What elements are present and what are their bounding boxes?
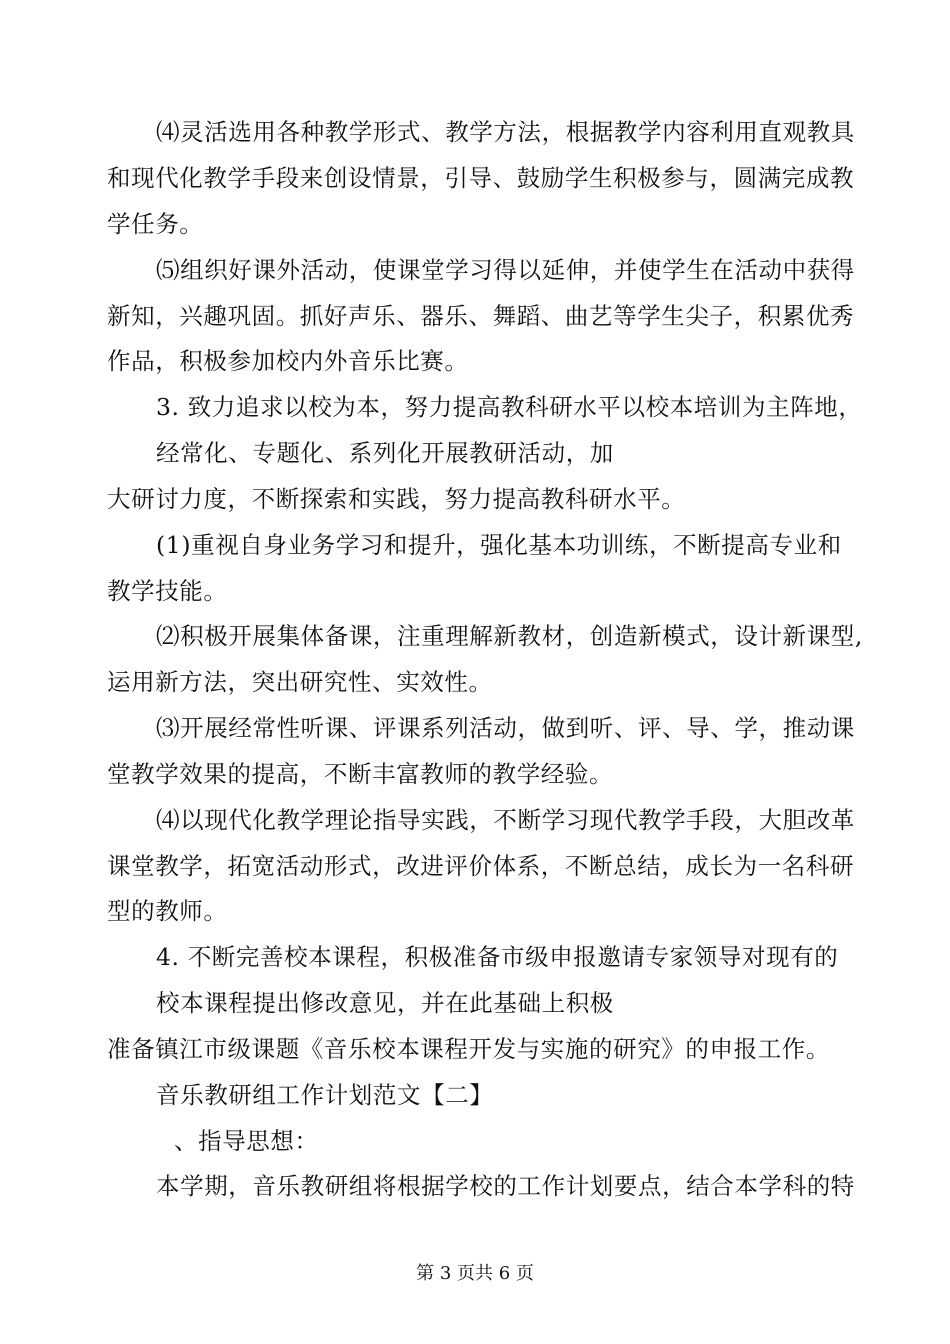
text-line: ⑶开展经常性听课、评课系列活动，做到听、评、导、学，推动课 [156, 714, 855, 742]
text-line: 教学技能。 [107, 577, 228, 605]
text-line: 作品，积极参加校内外音乐比赛。 [107, 347, 469, 375]
text-line: ⑷以现代化教学理论指导实践，不断学习现代教学手段，大胆改革 [156, 806, 855, 834]
text-line: 3. 致力追求以校为本，努力提高教科研水平以校本培训为主阵地， [156, 393, 863, 421]
page-number: 第 3 页共 6 页 [416, 1263, 534, 1284]
text-line: 大研讨力度，不断探索和实践，努力提高教科研水平。 [107, 485, 686, 513]
text-line: 学任务。 [107, 210, 204, 238]
text-line: 4. 不断完善校本课程，积极准备市级申报邀请专家领导对现有的 [156, 943, 839, 971]
text-line: 新知，兴趣巩固。抓好声乐、器乐、舞蹈、曲艺等学生尖子，积累优秀 [107, 302, 855, 330]
text-line: ⑸组织好课外活动，使课堂学习得以延伸，并使学生在活动中获得 [156, 256, 855, 284]
text-line: 本学期，音乐教研组将根据学校的工作计划要点，结合本学科的特 [156, 1172, 855, 1200]
text-line: 型的教师。 [107, 897, 228, 925]
text-line: 堂教学效果的提高，不断丰富教师的教学经验。 [107, 760, 614, 788]
text-line: 课堂教学，拓宽活动形式，改进评价体系，不断总结，成长为一名科研 [107, 852, 855, 880]
text-line: (1)重视自身业务学习和提升，强化基本功训练，不断提高专业和 [156, 531, 842, 559]
text-line: 经常化、专题化、系列化开展教研活动，加 [156, 439, 614, 467]
text-line: 准备镇江市级课题《音乐校本课程开发与实施的研究》的申报工作。 [107, 1035, 830, 1063]
text-line: 校本课程提出修改意见，并在此基础上积极 [156, 989, 614, 1017]
text-line: ⑷灵活选用各种教学形式、教学方法，根据教学内容利用直观教具 [156, 118, 855, 146]
subsection-heading: 、指导思想： [174, 1127, 319, 1155]
section-heading: 音乐教研组工作计划范文【二】 [156, 1081, 494, 1109]
text-line: 和现代化教学手段来创设情景，引导、鼓励学生积极参与，圆满完成教 [107, 164, 855, 192]
text-line: ⑵积极开展集体备课，注重理解新教材，创造新模式，设计新课型, [156, 622, 863, 650]
text-line: 运用新方法，突出研究性、实效性。 [107, 668, 493, 696]
